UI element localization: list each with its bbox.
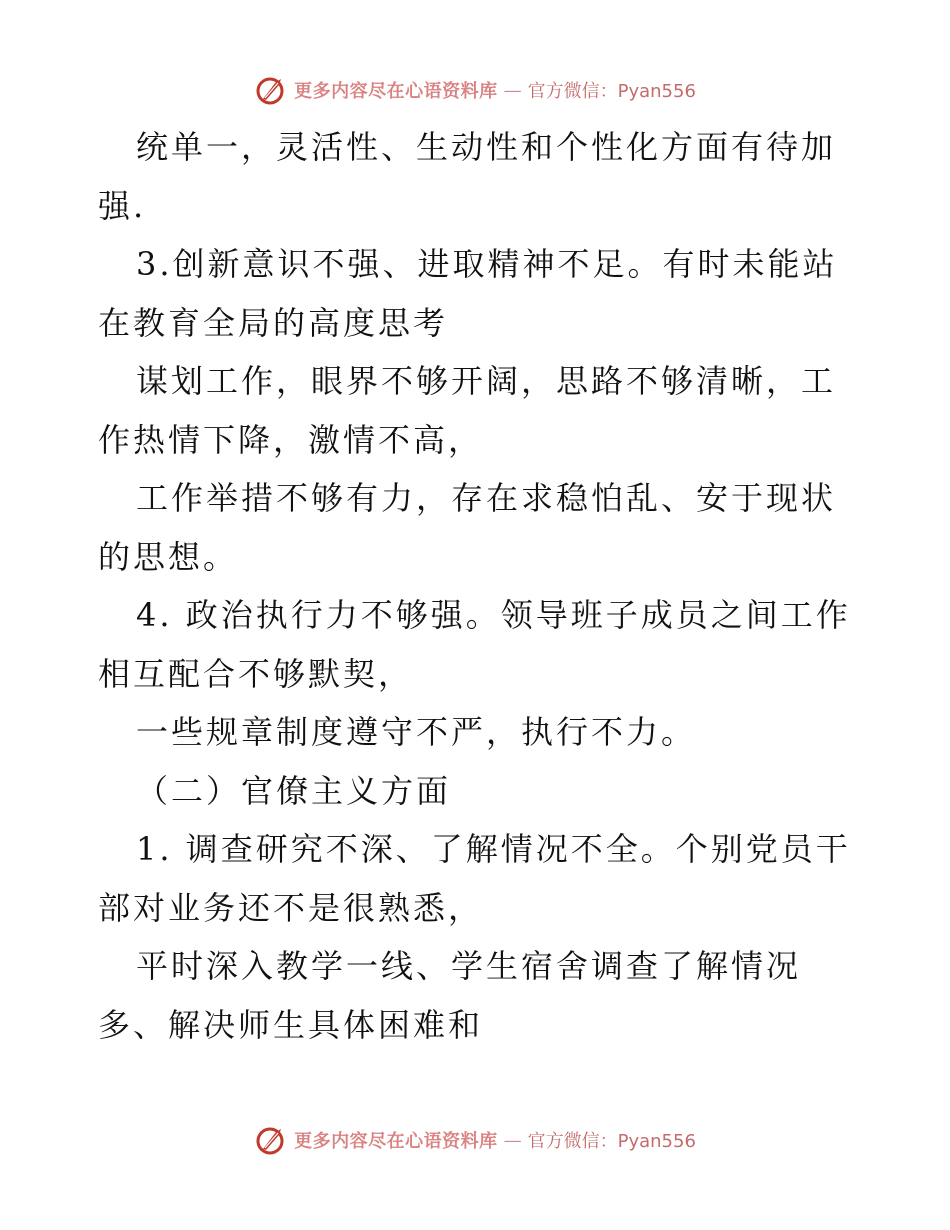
paragraph-3: 谋划工作，眼界不够开阔，思路不够清晰，工作热情下降，激情不高， [98, 362, 837, 459]
document-body [98, 118, 858, 1054]
paragraph-1: 统单一，灵活性、生动性和个性化方面有待加强. [98, 128, 837, 225]
banner-separator: — [503, 79, 522, 101]
paragraph-4: 工作举措不够有力，存在求稳怕乱、安于现状的思想。 [98, 479, 837, 576]
section-heading: （二）官僚主义方面 [136, 771, 452, 810]
paragraph-8: 平时深入教学一线、学生宿舍调查了解情况多、解决师生具体困难和 [98, 947, 802, 1044]
quill-pen-logo-icon [254, 1123, 288, 1157]
banner-separator: — [503, 1129, 522, 1151]
banner-wechat-text: 官方微信：Pyan556 [527, 1131, 696, 1152]
paragraph-5: 4. 政治执行力不够强。领导班子成员之间工作相互配合不够默契， [98, 596, 851, 693]
quill-pen-logo-icon [254, 73, 288, 107]
banner-main-text: 更多内容尽在心语资料库 [294, 1131, 498, 1152]
footer-watermark-banner [0, 1120, 950, 1160]
paragraph-7: 1. 调查研究不深、了解情况不全。个别党员干部对业务还不是很熟悉， [98, 830, 851, 927]
banner-wechat-text: 官方微信：Pyan556 [527, 81, 696, 102]
paragraph-2: 3.创新意识不强、进取精神不足。有时未能站在教育全局的高度思考 [98, 245, 838, 342]
header-watermark-banner [0, 70, 950, 110]
paragraph-6: 一些规章制度遵守不严，执行不力。 [136, 713, 697, 751]
banner-main-text: 更多内容尽在心语资料库 [294, 81, 498, 102]
